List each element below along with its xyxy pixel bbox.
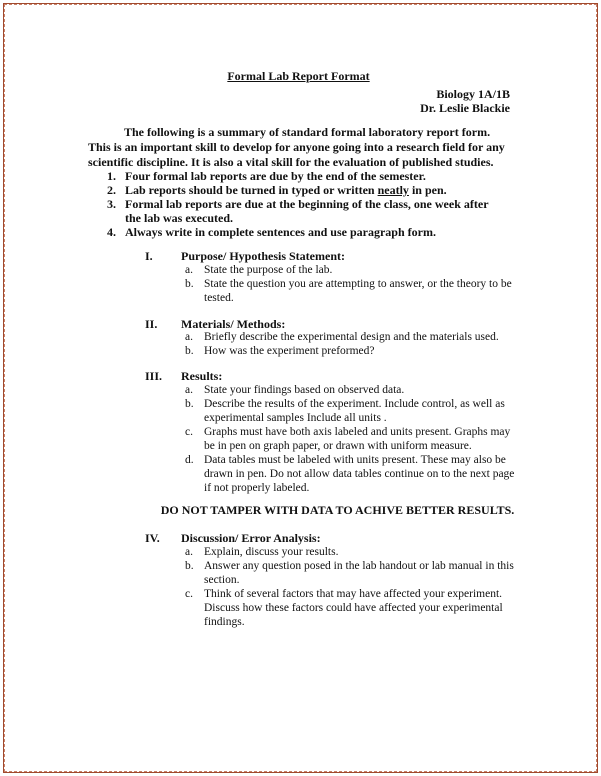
intro-paragraph xyxy=(88,125,508,170)
document-title: Formal Lab Report Format xyxy=(227,69,370,83)
list-item xyxy=(185,263,515,277)
intro-text: The following is a summary of standard formal laboratory report form. This is an important skill to develop for anyone going into a research field for any scientific discipline. It is also a vital skill for the evaluation of published studies. xyxy=(88,125,505,169)
rule-text: Four formal lab reports are due by the end of the semester. xyxy=(125,169,426,183)
section-items xyxy=(185,263,515,305)
item-letter: c. xyxy=(185,588,193,600)
warning-notice: DO NOT TAMPER WITH DATA TO ACHIVE BETTER RESULTS. xyxy=(160,503,515,517)
item-text: Explain, discuss your results. xyxy=(204,546,339,558)
section-items xyxy=(185,383,515,495)
list-item xyxy=(185,330,515,344)
item-letter: d. xyxy=(185,454,194,466)
item-letter: a. xyxy=(185,384,193,396)
rule-text-pre: Lab reports should be turned in typed or written xyxy=(125,183,378,197)
item-text: Data tables must be labeled with units present. These may also be drawn in pen. Do not allow data tables continue on to the next page if not properly labeled. xyxy=(204,454,515,494)
section-numeral: III. xyxy=(145,369,163,383)
item-text: Describe the results of the experiment. Include control, as well as experimental samples Include all units . xyxy=(204,398,505,424)
section-items xyxy=(185,545,515,629)
list-item xyxy=(185,545,515,559)
rule-text-underlined: neatly xyxy=(377,183,409,197)
rule-text-post: in pen. xyxy=(408,183,447,197)
rule-item xyxy=(107,183,507,197)
course-name: Biology 1A/1B xyxy=(436,87,510,101)
list-item xyxy=(185,587,515,629)
list-item xyxy=(185,344,515,358)
rules-list xyxy=(107,169,507,239)
item-letter: a. xyxy=(185,331,193,343)
item-text: Think of several factors that may have affected your experiment. Discuss how these factors could have affected your experimental findings. xyxy=(204,588,503,628)
item-text: Answer any question posed in the lab handout or lab manual in this section. xyxy=(204,560,514,586)
rule-number: 4. xyxy=(107,225,116,239)
list-item xyxy=(185,277,515,305)
section-numeral: II. xyxy=(145,317,158,331)
rule-text xyxy=(125,183,507,197)
item-text: Graphs must have both axis labeled and units present. Graphs may be in pen on graph paper, or drawn with uniform measure. xyxy=(204,426,511,452)
section-heading: Results: xyxy=(181,369,223,383)
item-text: How was the experiment preformed? xyxy=(204,345,375,357)
item-text: State your findings based on observed data. xyxy=(204,384,405,396)
list-item xyxy=(185,397,515,425)
item-text: Briefly describe the experimental design and the materials used. xyxy=(204,331,499,343)
list-item xyxy=(185,559,515,587)
item-letter: b. xyxy=(185,345,194,357)
list-item xyxy=(185,425,515,453)
list-item xyxy=(185,453,515,495)
item-letter: a. xyxy=(185,546,193,558)
section-items xyxy=(185,330,515,358)
item-letter: b. xyxy=(185,278,194,290)
item-letter: b. xyxy=(185,560,194,572)
rule-number: 2. xyxy=(107,183,116,197)
list-item xyxy=(185,383,515,397)
item-letter: a. xyxy=(185,264,193,276)
item-letter: b. xyxy=(185,398,194,410)
rule-item xyxy=(107,197,507,225)
section-numeral: IV. xyxy=(145,531,160,545)
rule-text: Always write in complete sentences and use paragraph form. xyxy=(125,225,436,239)
item-text: State the purpose of the lab. xyxy=(204,264,333,276)
section-heading: Materials/ Methods: xyxy=(181,317,286,331)
rule-text: Formal lab reports are due at the beginning of the class, one week after the lab was executed. xyxy=(125,197,489,225)
rule-number: 3. xyxy=(107,197,116,211)
section-numeral: I. xyxy=(145,249,153,263)
rule-item xyxy=(107,169,507,183)
item-text: State the question you are attempting to answer, or the theory to be tested. xyxy=(204,278,512,304)
item-letter: c. xyxy=(185,426,193,438)
rule-number: 1. xyxy=(107,169,116,183)
author-name: Dr. Leslie Blackie xyxy=(420,101,510,115)
rule-item xyxy=(107,225,507,239)
section-heading: Purpose/ Hypothesis Statement: xyxy=(181,249,345,263)
section-heading: Discussion/ Error Analysis: xyxy=(181,531,321,545)
